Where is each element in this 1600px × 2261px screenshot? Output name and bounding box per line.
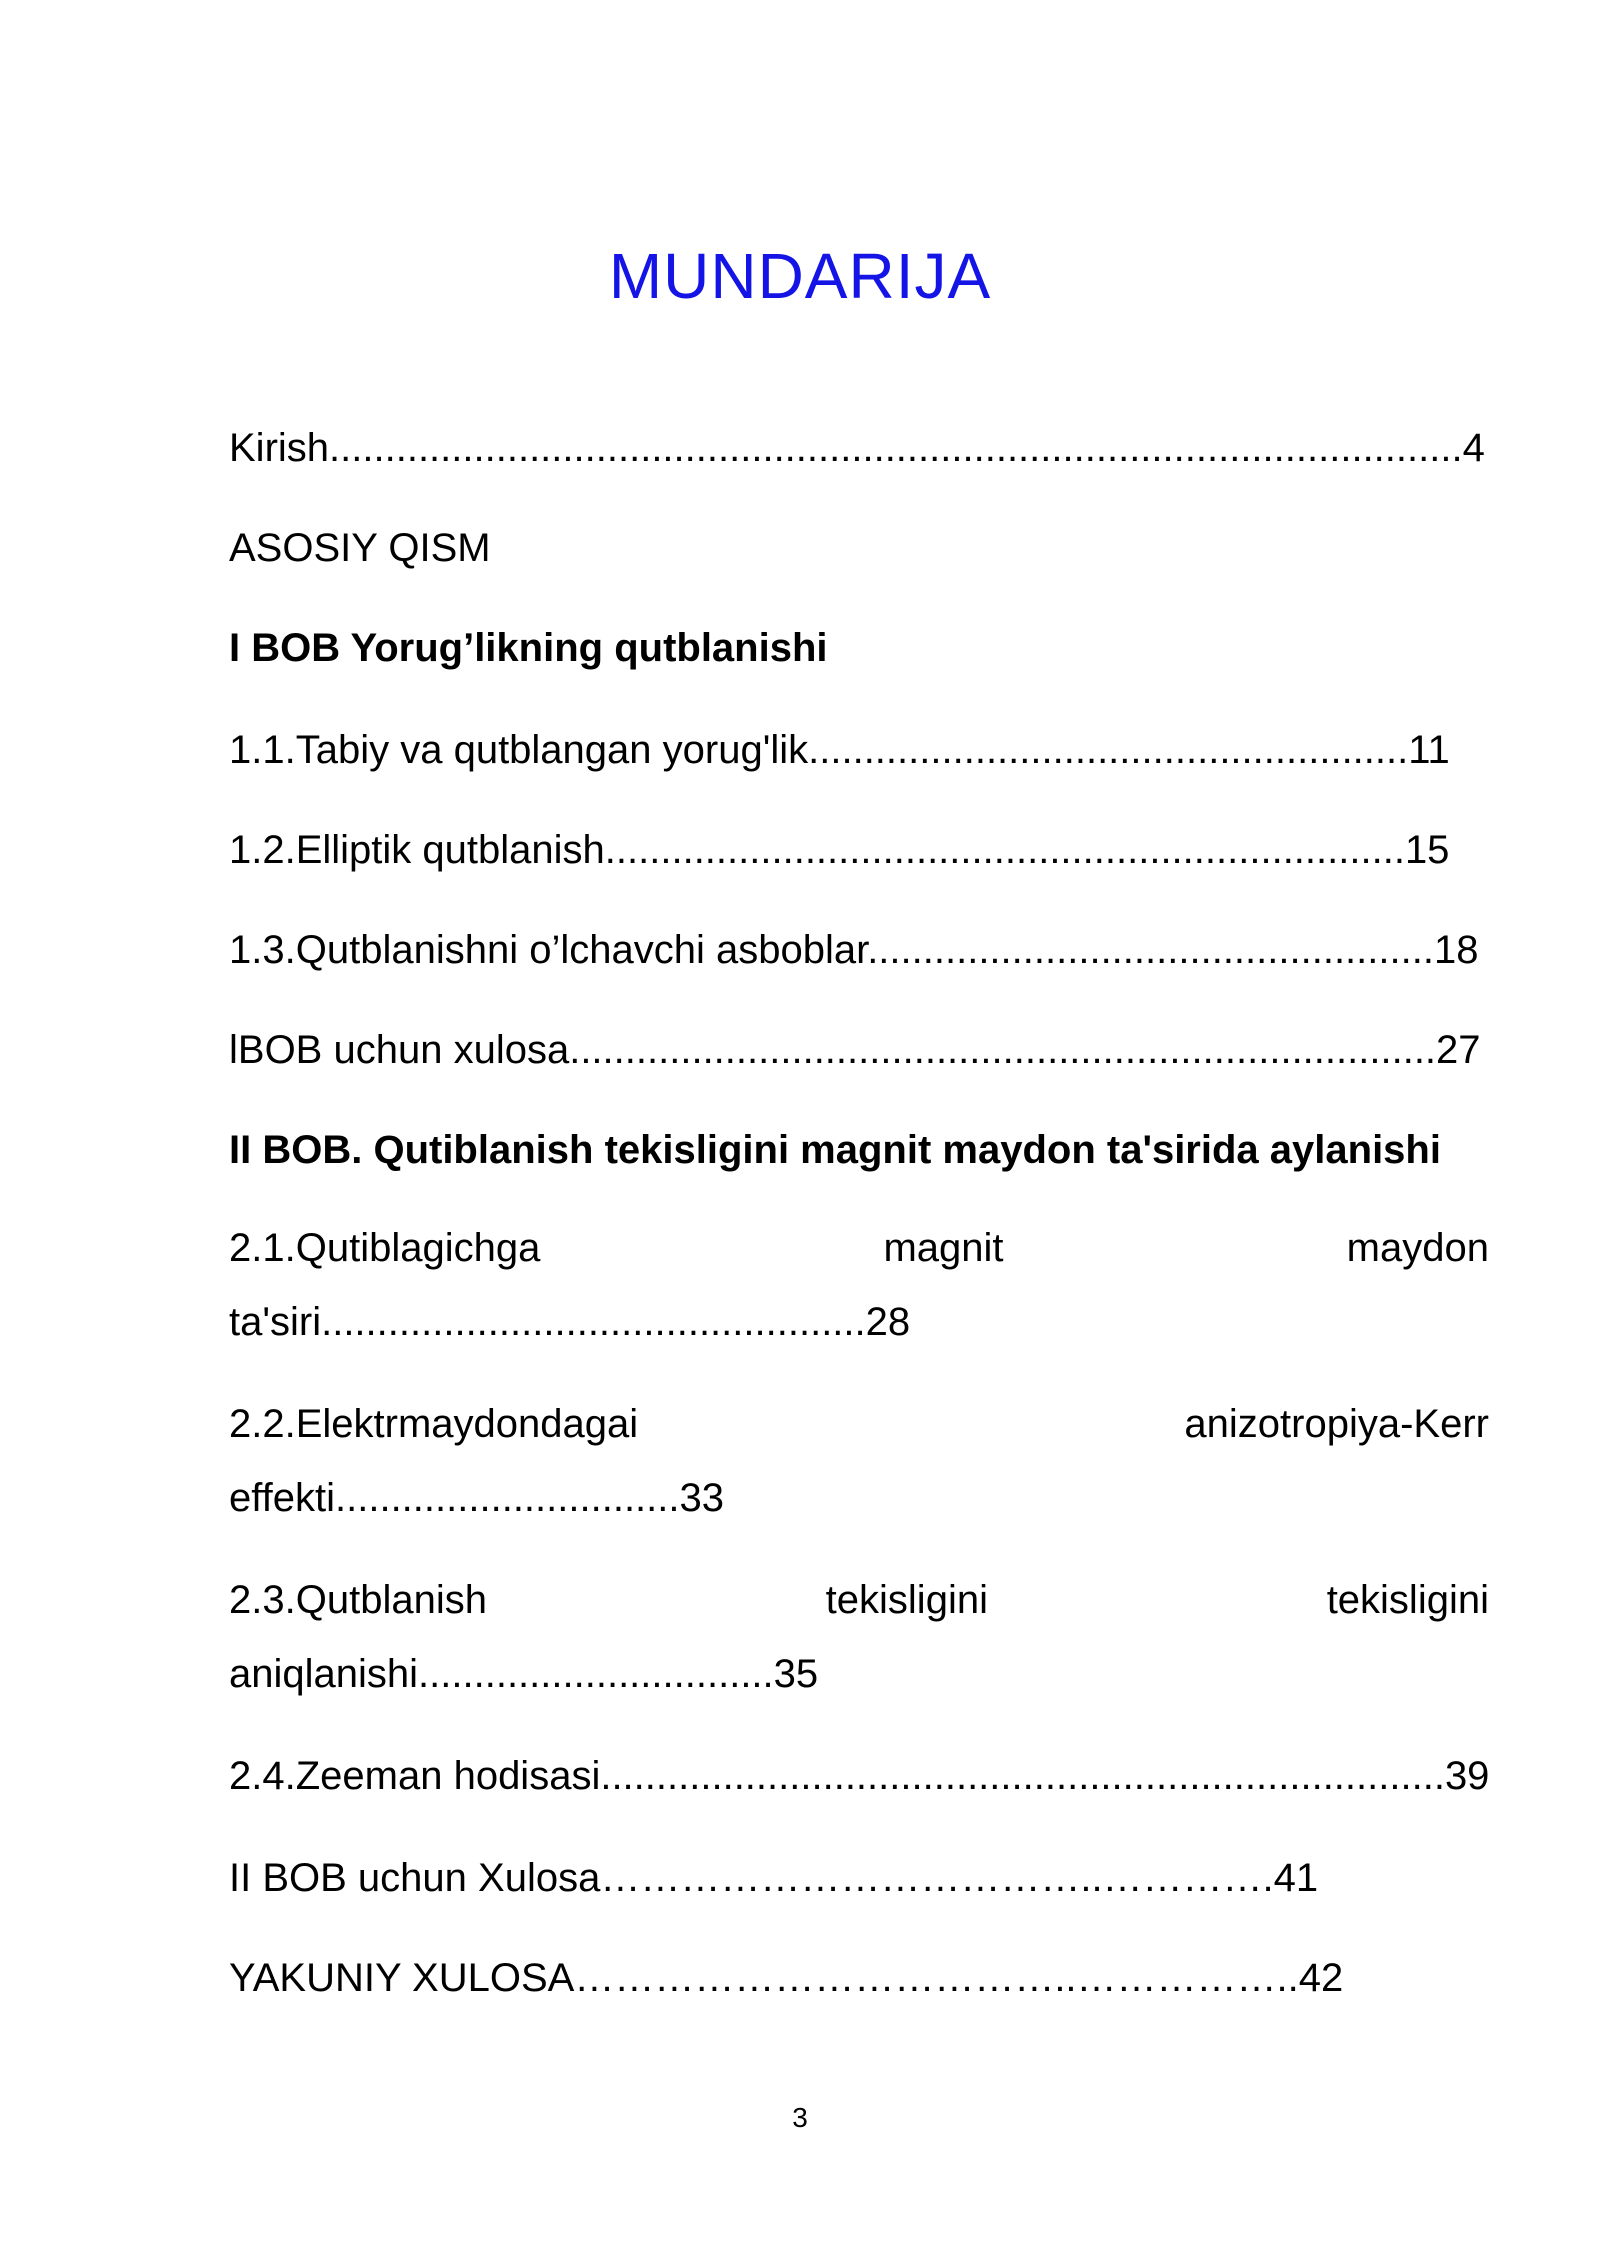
toc-entry-label: 1.2.Elliptik qutblanish <box>229 828 605 872</box>
toc-page-number: 41 <box>1273 1856 1319 1900</box>
toc-entry-kirish[interactable] <box>229 418 1485 478</box>
toc-leader-dots: ................................ <box>418 1652 774 1696</box>
toc-page-number: 15 <box>1404 828 1450 872</box>
toc-entry-2-2-line1[interactable] <box>229 1394 1489 1454</box>
toc-page-number: 33 <box>679 1476 725 1520</box>
toc-leader-dots: ...................................................... <box>808 728 1409 772</box>
toc-leader-dots: .............................................................................. <box>569 1028 1437 1072</box>
toc-entry-2-2-line2[interactable] <box>229 1468 724 1528</box>
toc-entry-word: 2.1.Qutiblagichga <box>229 1226 541 1270</box>
toc-entry-word: 2.2.Elektrmaydondagai <box>229 1402 639 1446</box>
page-number: 3 <box>792 2102 808 2133</box>
toc-leader-dots: ………………………………..…………….. <box>574 1956 1299 2000</box>
toc-entry-2-3-line2[interactable] <box>229 1644 818 1704</box>
toc-entry-label: ta'siri <box>229 1300 322 1344</box>
toc-section-label: ASOSIY QISM <box>229 526 491 570</box>
toc-entry-2-4[interactable] <box>229 1746 1489 1806</box>
toc-entry-word: tekisligini <box>825 1578 988 1622</box>
toc-chapter-label: II BOB. Qutiblanish tekisligini magnit maydon ta'sirida aylanishi <box>229 1128 1441 1172</box>
page-title: MUNDARIJA <box>608 240 992 312</box>
toc-page-number: 27 <box>1436 1028 1481 1072</box>
toc-entry-label: YAKUNIY XULOSA <box>229 1956 575 2000</box>
toc-chapter-label: I BOB Yorug’likning qutblanishi <box>229 626 828 670</box>
toc-entry-chapter-1-conclusion[interactable] <box>229 1020 1481 1080</box>
toc-leader-dots: ................................................. <box>321 1300 866 1344</box>
toc-page-number: 11 <box>1408 728 1450 772</box>
toc-leader-dots: ........................................................................ <box>604 828 1405 872</box>
toc-entry-label: effekti <box>229 1476 335 1520</box>
toc-leader-dots: ............................................................................ <box>600 1754 1445 1798</box>
toc-entry-label: lBOB uchun xulosa <box>229 1028 570 1072</box>
toc-page-number: 28 <box>865 1300 911 1344</box>
toc-entry-2-1-line2[interactable] <box>229 1292 910 1352</box>
toc-leader-dots: ............................... <box>335 1476 680 1520</box>
toc-entry-label: aniqlanishi <box>229 1652 419 1696</box>
toc-entry-chapter-2-conclusion[interactable] <box>229 1848 1318 1908</box>
toc-page-number: 4 <box>1462 426 1485 470</box>
toc-entry-word: magnit <box>883 1226 1004 1270</box>
toc-entry-2-3-line1[interactable] <box>229 1570 1489 1630</box>
toc-entry-1-3[interactable] <box>229 920 1478 980</box>
toc-entry-2-1-line1[interactable] <box>229 1218 1489 1278</box>
toc-page-number: 18 <box>1433 928 1479 972</box>
toc-page-number: 39 <box>1444 1754 1490 1798</box>
toc-entry-1-2[interactable] <box>229 820 1449 880</box>
toc-entry-label: II BOB uchun Xulosa <box>229 1856 601 1900</box>
toc-page-number: 35 <box>773 1652 819 1696</box>
toc-chapter-1-heading[interactable] <box>229 618 828 678</box>
toc-entry-word: 2.3.Qutblanish <box>229 1578 487 1622</box>
toc-page-number: 42 <box>1298 1956 1344 2000</box>
toc-entry-label: Kirish <box>229 426 330 470</box>
toc-entry-final-conclusion[interactable] <box>229 1948 1343 2008</box>
toc-leader-dots: ...................................................................................................... <box>329 426 1463 470</box>
toc-leader-dots: ................................................... <box>867 928 1434 972</box>
toc-entry-label: 1.1.Tabiy va qutblangan yorug'lik <box>229 728 809 772</box>
toc-entry-1-1[interactable] <box>229 720 1450 780</box>
toc-entry-word: anizotropiya-Kerr <box>1184 1402 1489 1446</box>
toc-leader-dots: ………………………………..…………. <box>600 1856 1274 1900</box>
toc-entry-label: 1.3.Qutblanishni o’lchavchi asboblar <box>229 928 868 972</box>
toc-chapter-2-heading[interactable] <box>229 1120 1441 1180</box>
toc-section-asosiy-qism <box>229 518 491 578</box>
toc-entry-word: tekisligini <box>1326 1578 1489 1622</box>
toc-entry-word: maydon <box>1346 1226 1489 1270</box>
toc-entry-label: 2.4.Zeeman hodisasi <box>229 1754 601 1798</box>
